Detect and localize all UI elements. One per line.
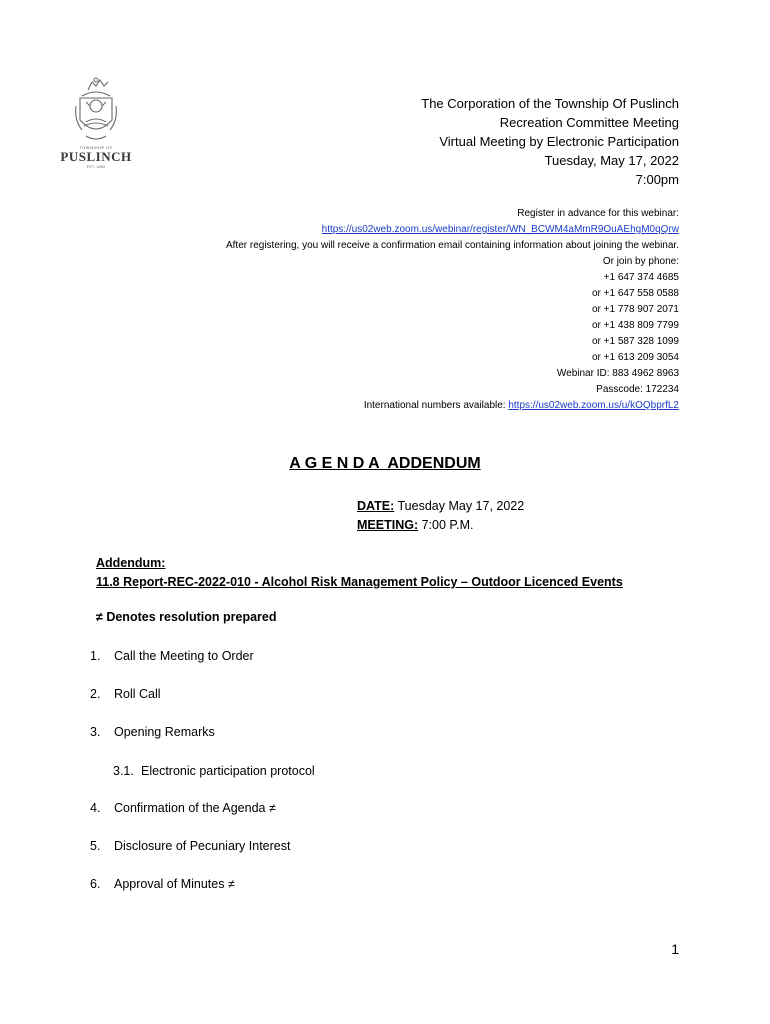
agenda-item <box>90 687 161 701</box>
date-value: Tuesday May 17, 2022 <box>394 499 525 513</box>
agenda-item <box>90 649 254 663</box>
phone-number: or +1 613 209 3054 <box>591 352 679 363</box>
meeting-meta <box>357 497 524 535</box>
webinar-id: Webinar ID: 883 4962 8963 <box>556 368 679 379</box>
registration-info <box>226 206 679 414</box>
webinar-register-link[interactable]: https://us02web.zoom.us/webinar/register/WN_BCWM4aMmR9OuAEhgM0qQrw <box>321 224 679 235</box>
addendum-heading: Addendum: <box>96 556 166 570</box>
phone-number: or +1 587 328 1099 <box>591 336 679 347</box>
header-line-5: 7:00pm <box>635 172 679 187</box>
page-number: 1 <box>671 941 679 957</box>
logo-name: PUSLINCH <box>60 149 132 164</box>
phone-number: or +1 647 558 0588 <box>591 288 679 299</box>
agenda-title: A G E N D A ADDENDUM <box>289 455 481 472</box>
agenda-item <box>90 839 290 853</box>
agenda-item-number: 5. <box>90 839 101 853</box>
header-line-4: Tuesday, May 17, 2022 <box>544 153 679 168</box>
meeting-header <box>421 94 679 189</box>
register-intro: Register in advance for this webinar: <box>517 208 679 219</box>
addendum-section <box>96 554 623 592</box>
township-logo <box>56 76 136 178</box>
agenda-item-number: 3. <box>90 725 101 739</box>
agenda-item <box>90 725 215 739</box>
agenda-item-text: Approval of Minutes ≠ <box>114 877 235 891</box>
meeting-value: 7:00 P.M. <box>418 518 474 532</box>
agenda-item-text: Electronic participation protocol <box>141 764 315 778</box>
township-crest-icon <box>72 76 120 144</box>
passcode: Passcode: 172234 <box>596 384 679 395</box>
register-note: After registering, you will receive a confirmation email containing information about joining the webinar. <box>225 240 679 251</box>
date-label: DATE: <box>357 499 395 513</box>
phone-intro: Or join by phone: <box>602 256 679 267</box>
agenda-subitem <box>113 764 315 778</box>
logo-township-label: TOWNSHIP OF <box>79 145 113 150</box>
addendum-item: 11.8 Report-REC-2022-010 - Alcohol Risk Management Policy – Outdoor Licenced Events <box>96 575 623 589</box>
agenda-item-number: 1. <box>90 649 101 663</box>
resolution-legend: ≠ Denotes resolution prepared <box>96 610 277 624</box>
meeting-label: MEETING: <box>357 518 419 532</box>
header-line-3: Virtual Meeting by Electronic Participation <box>439 134 679 149</box>
phone-number: or +1 438 809 7799 <box>591 320 679 331</box>
agenda-item-number: 2. <box>90 687 101 701</box>
agenda-item-text: Opening Remarks <box>114 725 215 739</box>
intl-numbers-link[interactable]: https://us02web.zoom.us/u/kOQbprfL2 <box>508 400 679 411</box>
agenda-item-text: Disclosure of Pecuniary Interest <box>114 839 291 853</box>
header-line-2: Recreation Committee Meeting <box>499 115 679 130</box>
phone-number: or +1 778 907 2071 <box>591 304 679 315</box>
agenda-item-number: 6. <box>90 877 101 891</box>
agenda-item-text: Call the Meeting to Order <box>114 649 254 663</box>
agenda-item-number: 4. <box>90 801 101 815</box>
agenda-item-text: Roll Call <box>114 687 161 701</box>
intl-label: International numbers available: <box>363 400 509 411</box>
agenda-item-text: Confirmation of the Agenda ≠ <box>114 801 276 815</box>
header-line-1: The Corporation of the Township Of Puslinch <box>421 96 679 111</box>
logo-est: EST. 1850 <box>86 164 106 169</box>
agenda-item <box>90 801 276 815</box>
agenda-item-number: 3.1. <box>113 764 134 778</box>
agenda-item <box>90 877 235 891</box>
phone-number: +1 647 374 4685 <box>603 272 679 283</box>
